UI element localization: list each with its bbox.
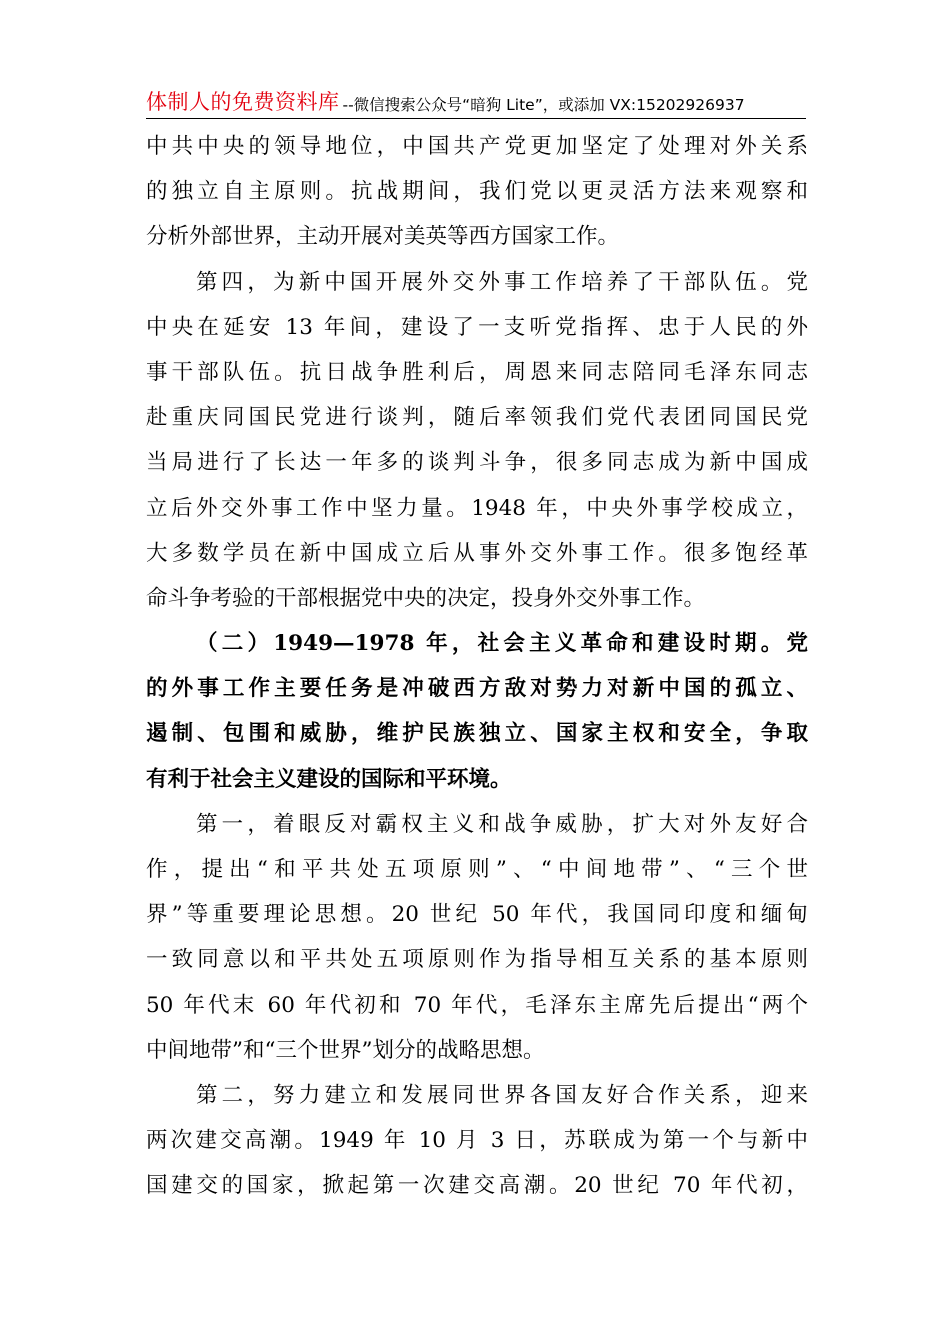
text-line: 分析外部世界，主动开展对美英等西方国家工作。: [146, 224, 620, 250]
text-line: 大多数学员在新中国成立后从事外交外事工作。很多饱经革: [146, 540, 808, 566]
text-line: 赴重庆同国民党进行谈判，随后率领我们党代表团同国民党: [146, 405, 808, 431]
text-line: 命斗争考验的干部根据党中央的决定，投身外交外事工作。: [146, 585, 706, 611]
text-line: 界”等重要理论思想。20 世纪 50 年代，我国同印度和缅甸: [146, 902, 808, 928]
text-line: 作，提出“和平共处五项原则”、“中间地带”、“三个世: [146, 857, 808, 882]
text-line: 国建交的国家，掀起第一次建交高潮。20 世纪 70 年代初，: [146, 1173, 808, 1199]
text-line: 一致同意以和平共处五项原则作为指导相互关系的基本原则: [146, 947, 808, 973]
text-line: 第二，努力建立和发展同世界各国友好合作关系，迎来: [196, 1082, 808, 1108]
text-line: 第一，着眼反对霸权主义和战争威胁，扩大对外友好合: [196, 811, 808, 837]
page-header: [146, 84, 806, 119]
document-body: [146, 124, 808, 1209]
header-brand: 体制人的免费资料库: [146, 90, 340, 114]
text-line: 中央在延安 13 年间，建设了一支听党指挥、忠于人民的外: [146, 314, 808, 340]
text-line: 第四，为新中国开展外交外事工作培养了干部队伍。党: [196, 269, 808, 295]
text-line: 遏制、包围和威胁，维护民族独立、国家主权和安全，争取: [146, 721, 808, 747]
text-line: 的独立自主原则。抗战期间，我们党以更灵活方法来观察和: [146, 179, 808, 205]
text-line: 当局进行了长达一年多的谈判斗争，很多同志成为新中国成: [146, 450, 808, 476]
text-line: 两次建交高潮。1949 年 10 月 3 日，苏联成为第一个与新中: [146, 1128, 808, 1154]
text-line: 中共中央的领导地位，中国共产党更加坚定了处理对外关系: [146, 134, 808, 159]
text-line: 事干部队伍。抗日战争胜利后，周恩来同志陪同毛泽东同志: [146, 359, 808, 385]
text-line: 中间地带”和“三个世界”划分的战略思想。: [146, 1037, 545, 1063]
text-line: 的外事工作主要任务是冲破西方敌对势力对新中国的孤立、: [146, 676, 808, 702]
text-line: 立后外交外事工作中坚力量。1948 年，中央外事学校成立，: [146, 495, 808, 521]
text-line: 50 年代末 60 年代初和 70 年代，毛泽东主席先后提出“两个: [146, 992, 808, 1018]
header-note: --微信搜索公众号“暗狗 Lite”，或添加 VX:15202926937: [342, 96, 745, 114]
text-line: （二）1949—1978 年，社会主义革命和建设时期。党: [196, 631, 808, 657]
text-line: 有利于社会主义建设的国际和平环境。: [146, 766, 512, 792]
